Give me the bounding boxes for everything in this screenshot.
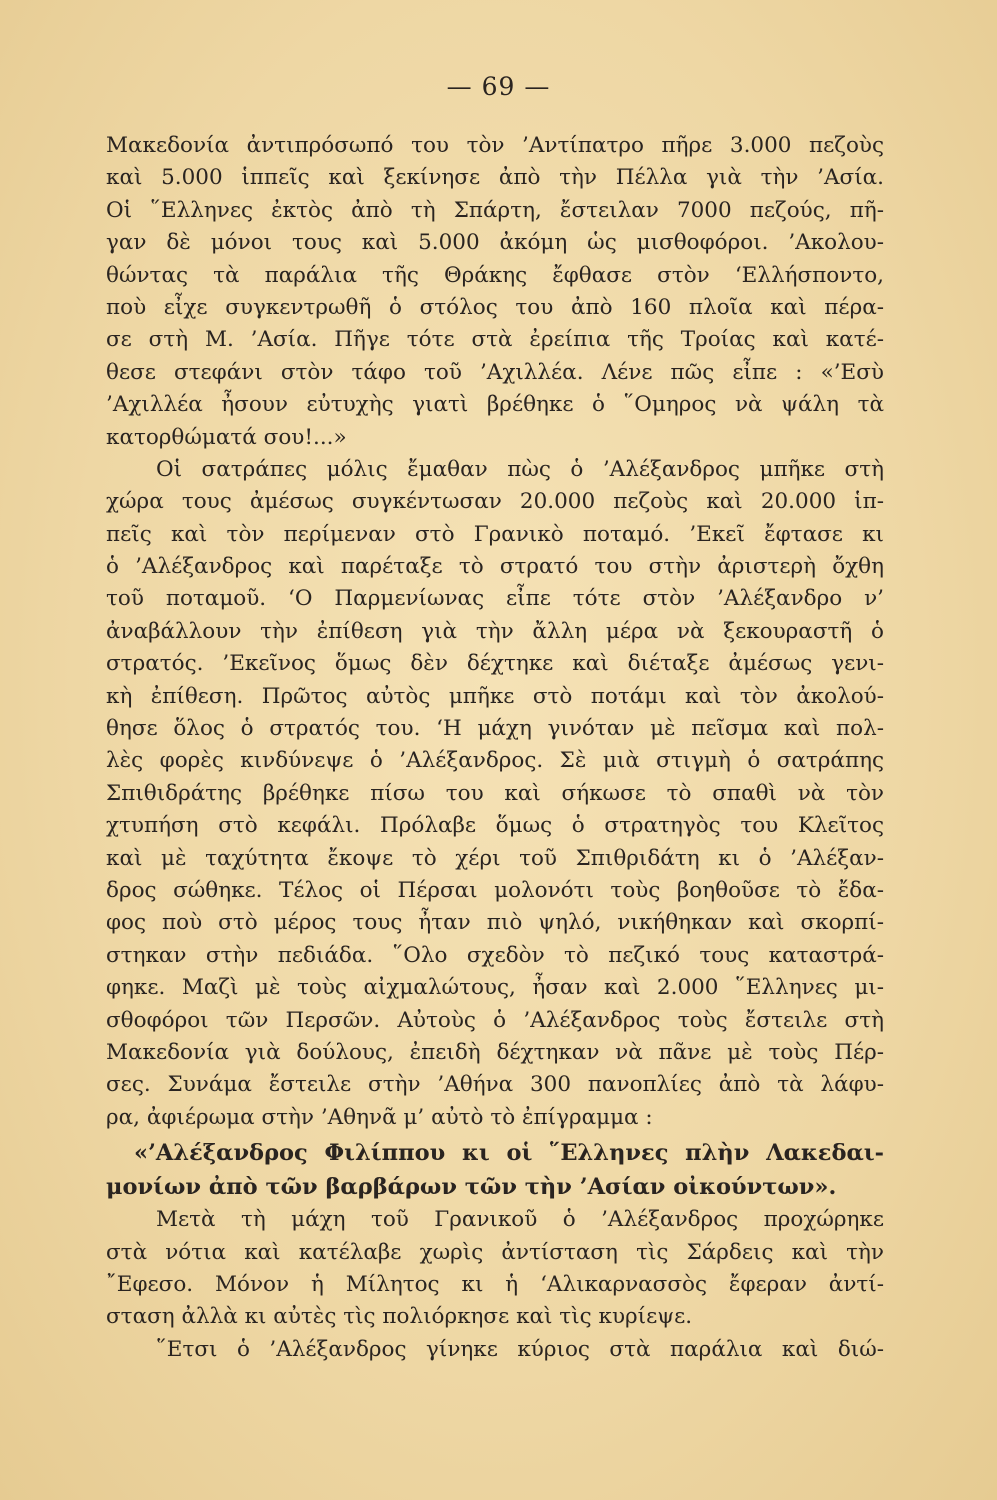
epigram-line: μονίων ἀπὸ τῶν βαρβάρων τῶν τὴν ’Ασίαν οἰκούντων». bbox=[106, 1174, 837, 1201]
text-line: θεσε στεφάνι στὸν τάφο τοῦ ’Αχιλλέα. Λένε πῶς εἶπε : «’Εσὺ bbox=[106, 359, 884, 385]
text-line: σε στὴ Μ. ’Ασία. Πῆγε τότε στὰ ἐρείπια τῆς Τροίας καὶ κατέ- bbox=[106, 327, 884, 353]
text-line: χτυπήση στὸ κεφάλι. Πρόλαβε ὅμως ὁ στρατηγὸς του Κλεῖτος bbox=[106, 813, 884, 839]
text-line: Σπιθιδράτης βρέθηκε πίσω του καὶ σήκωσε τὸ σπαθὶ νὰ τὸν bbox=[106, 780, 884, 806]
text-line: φηκε. Μαζὶ μὲ τοὺς αἰχμαλώτους, ἦσαν καὶ 2.000 ῞Ελληνες μι- bbox=[106, 975, 884, 1001]
text-line: Οἱ ῞Ελληνες ἐκτὸς ἀπὸ τὴ Σπάρτη, ἔστειλαν 7000 πεζούς, πῆ- bbox=[106, 197, 884, 223]
text-line: ῎Εφεσο. Μόνον ἡ Μίλητος κι ἡ ‘Αλικαρνασσὸς ἔφεραν ἀντί- bbox=[106, 1271, 884, 1297]
text-line: Μακεδονία γιὰ δούλους, ἐπειδὴ δέχτηκαν νὰ πᾶνε μὲ τοὺς Πέρ- bbox=[106, 1039, 884, 1065]
paragraph-first-line: Μετὰ τὴ μάχη τοῦ Γρανικοῦ ὁ ’Αλέξανδρος προχώρηκε bbox=[156, 1207, 884, 1233]
text-line: θώντας τὰ παράλια τῆς Θράκης ἔφθασε στὸν ‘Ελλήσποντο, bbox=[106, 262, 884, 288]
text-line: ποὺ εἶχε συγκεντρωθῆ ὁ στόλος του ἀπὸ 160 πλοῖα καὶ πέρα- bbox=[106, 294, 884, 320]
text-line: κὴ ἐπίθεση. Πρῶτος αὐτὸς μπῆκε στὸ ποτάμι καὶ τὸν ἀκολού- bbox=[106, 683, 884, 709]
text-line: γαν δὲ μόνοι τους καὶ 5.000 ἀκόμη ὡς μισθοφόροι. ’Ακολου- bbox=[106, 230, 884, 256]
text-line: φος ποὺ στὸ μέρος τους ἦταν πιὸ ψηλό, νικήθηκαν καὶ σκορπί- bbox=[106, 910, 884, 936]
epigram-line: «’Αλέξανδρος Φιλίππου κι οἱ ῞Ελληνες πλὴν Λακεδαι- bbox=[134, 1140, 884, 1167]
text-line: θησε ὅλος ὁ στρατός του. ‘Η μάχη γινόταν μὲ πεῖσμα καὶ πολ- bbox=[106, 716, 884, 742]
text-line: στηκαν στὴν πεδιάδα. ῞Ολο σχεδὸν τὸ πεζικό τους καταστρά- bbox=[106, 942, 884, 968]
text-line: ἀναβάλλουν τὴν ἐπίθεση γιὰ τὴν ἄλλη μέρα νὰ ξεκουραστῆ ὁ bbox=[106, 618, 884, 644]
text-line: σες. Συνάμα ἔστειλε στὴν ’Αθήνα 300 πανοπλίες ἀπὸ τὰ λάφυ- bbox=[106, 1072, 884, 1098]
paragraph-first-line: ῞Ετσι ὁ ’Αλέξανδρος γίνηκε κύριος στὰ παράλια καὶ διώ- bbox=[156, 1336, 884, 1362]
page-number: — 69 — bbox=[446, 72, 551, 101]
text-line: Μακεδονία ἀντιπρόσωπό του τὸν ’Αντίπατρο πῆρε 3.000 πεζοὺς bbox=[106, 133, 884, 158]
text-line: ’Αχιλλέα ἦσουν εὐτυχὴς γιατὶ βρέθηκε ὁ ῞Ομηρος νὰ ψάλη τὰ bbox=[106, 392, 884, 418]
text-line: στὰ νότια καὶ κατέλαβε χωρὶς ἀντίσταση τὶς Σάρδεις καὶ τὴν bbox=[106, 1239, 884, 1265]
text-line: ὁ ’Αλέξανδρος καὶ παρέταξε τὸ στρατό του στὴν ἀριστερὴ ὄχθη bbox=[106, 554, 884, 580]
text-line: στρατός. ’Εκεῖνος ὅμως δὲν δέχτηκε καὶ διέταξε ἀμέσως γενι- bbox=[106, 651, 884, 677]
paragraph-first-line: Οἱ σατράπες μόλις ἔμαθαν πὼς ὁ ’Αλέξανδρος μπῆκε στὴ bbox=[156, 456, 884, 482]
body-text bbox=[106, 130, 884, 1366]
text-line: ρα, ἀφιέρωμα στὴν ’Αθηνᾶ μ’ αὐτὸ τὸ ἐπίγραμμα : bbox=[106, 1104, 653, 1130]
text-line: καὶ μὲ ταχύτητα ἔκοψε τὸ χέρι τοῦ Σπιθριδάτη κι ὁ ’Αλέξαν- bbox=[106, 845, 884, 871]
text-line: δρος σώθηκε. Τέλος οἱ Πέρσαι μολονότι τοὺς βοηθοῦσε τὸ ἔδα- bbox=[106, 877, 884, 903]
text-line: καὶ 5.000 ἱππεῖς καὶ ξεκίνησε ἀπὸ τὴν Πέλλα γιὰ τὴν ’Ασία. bbox=[106, 165, 884, 191]
text-line: σθοφόροι τῶν Περσῶν. Αὐτοὺς ὁ ’Αλέξανδρος τοὺς ἔστειλε στὴ bbox=[106, 1007, 884, 1033]
text-line: πεῖς καὶ τὸν περίμεναν στὸ Γρανικὸ ποταμό. ’Εκεῖ ἔφτασε κι bbox=[106, 521, 884, 547]
text-line: σταση ἀλλὰ κι αὐτὲς τὶς πολιόρκησε καὶ τὶς κυρίεψε. bbox=[106, 1304, 693, 1330]
text-line: κατορθώματά σου!...» bbox=[106, 424, 347, 450]
text-line: λὲς φορὲς κινδύνεψε ὁ ’Αλέξανδρος. Σὲ μιὰ στιγμὴ ὁ σατράπης bbox=[106, 748, 884, 774]
text-line: χώρα τους ἀμέσως συγκέντωσαν 20.000 πεζοὺς καὶ 20.000 ἱπ- bbox=[106, 489, 884, 515]
text-line: τοῦ ποταμοῦ. ‘Ο Παρμενίωνας εἶπε τότε στὸν ’Αλέξανδρο ν’ bbox=[106, 586, 884, 612]
